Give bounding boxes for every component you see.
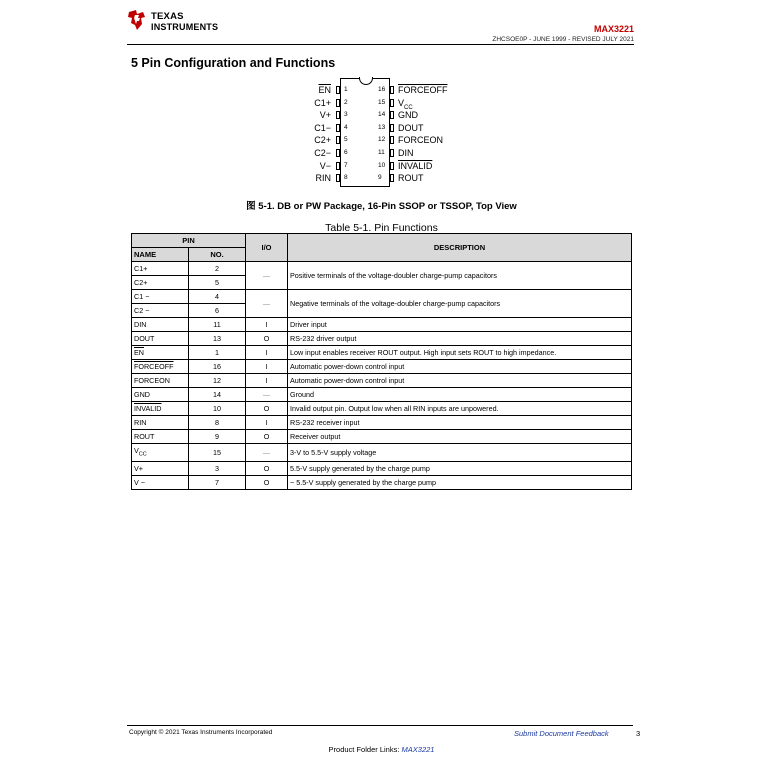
cell-description: Invalid output pin. Output low when all RIN inputs are unpowered. — [288, 402, 632, 416]
ic-package-outline — [340, 78, 390, 187]
pin-lead — [390, 162, 394, 170]
header-description: DESCRIPTION — [288, 234, 632, 262]
pin-number: 15 — [378, 98, 386, 106]
cell-no: 8 — [189, 416, 246, 430]
cell-no: 2 — [189, 262, 246, 276]
header-no: NO. — [189, 248, 246, 262]
table-row — [132, 476, 632, 490]
cell-name: V − — [132, 476, 189, 490]
cell-name: GND — [132, 388, 189, 402]
pin-label-right: INVALID — [398, 160, 433, 171]
ti-logo-icon — [127, 9, 147, 31]
pin-label-right: ROUT — [398, 173, 424, 184]
pin-number: 16 — [378, 86, 386, 93]
table-row — [132, 262, 632, 276]
pin-label-left: V+ — [319, 110, 331, 121]
cell-description: Automatic power-down control input — [288, 360, 632, 374]
pin-number: 9 — [378, 174, 382, 182]
pin-lead — [390, 174, 394, 182]
table-row — [132, 416, 632, 430]
header-io: I/O — [246, 234, 288, 262]
pin-label-left: C2− — [314, 148, 331, 158]
pin-number: 11 — [378, 149, 385, 156]
cell-name: RIN — [132, 416, 189, 430]
pin-label-left: RIN — [315, 173, 331, 184]
cell-io: I — [246, 360, 288, 374]
pin-number: 14 — [378, 111, 386, 119]
ti-logo — [127, 9, 227, 35]
cell-io: O — [246, 476, 288, 490]
table-row — [132, 462, 632, 476]
cell-io: — — [246, 388, 288, 402]
logo-line2: INSTRUMENTS — [151, 22, 219, 32]
pin-number: 13 — [378, 123, 386, 131]
cell-io: I — [246, 374, 288, 388]
cell-name: $\overline{EN}$ — [132, 346, 189, 360]
cell-description: Ground — [288, 388, 632, 402]
cell-name: C1 − — [132, 290, 189, 304]
pin-number: 12 — [378, 136, 386, 144]
cell-no: 12 — [189, 374, 246, 388]
pin1-notch — [359, 77, 373, 85]
pin-label-left: $\overline{EN}$ — [318, 85, 331, 95]
cell-no: 14 — [189, 388, 246, 402]
footer-divider — [127, 725, 633, 726]
table-row — [132, 430, 632, 444]
header-name: NAME — [132, 248, 189, 262]
pin-lead — [336, 149, 340, 157]
pin-label-left: C1+ — [314, 97, 331, 108]
pin-lead — [390, 149, 394, 157]
cell-no: 9 — [189, 430, 246, 444]
table-row — [132, 318, 632, 332]
cell-name: DOUT — [132, 332, 189, 346]
cell-no: 6 — [189, 304, 246, 318]
cell-io: O — [246, 430, 288, 444]
product-folder-links — [0, 745, 763, 754]
cell-no: 11 — [189, 318, 246, 332]
pin-label-right: FORCEON — [398, 135, 443, 146]
pin-label-right: DOUT — [398, 122, 424, 133]
cell-description: RS-232 driver output — [288, 332, 632, 346]
logo-line1: TEXAS — [151, 11, 184, 22]
pin-lead — [336, 111, 340, 119]
cell-no: 1 — [189, 346, 246, 360]
cell-name: C2 − — [132, 304, 189, 318]
cell-io: — — [246, 444, 288, 462]
cell-description: 5.5-V supply generated by the charge pump — [288, 462, 632, 476]
pin-lead — [336, 136, 340, 144]
cell-description: Positive terminals of the voltage-doubler charge-pump capacitors — [288, 262, 632, 290]
cell-name: C1+ — [132, 262, 189, 276]
pin-number: 1 — [344, 86, 348, 93]
pin-lead — [336, 86, 340, 94]
cell-name: INVALID — [132, 402, 189, 416]
cell-name: V+ — [132, 462, 189, 476]
pin-number: 8 — [344, 174, 348, 182]
cell-description: 3-V to 5.5-V supply voltage — [288, 444, 632, 462]
cell-name: FORCEON — [132, 374, 189, 388]
pin-label-right: GND — [398, 110, 418, 121]
pin-label-right: FORCEOFF — [398, 85, 448, 95]
pin-number: 3 — [344, 111, 348, 119]
cell-name: $V_{CC}$ — [132, 444, 189, 462]
pin-label-left: V− — [319, 160, 331, 171]
pin-number: 6 — [344, 149, 348, 156]
table-row — [132, 444, 632, 462]
pin-lead — [336, 174, 340, 182]
cell-description: Receiver output — [288, 430, 632, 444]
cell-name: DIN — [132, 318, 189, 332]
cell-io: O — [246, 332, 288, 346]
pin-number: 2 — [344, 98, 348, 106]
cell-name: C2+ — [132, 276, 189, 290]
copyright: Copyright © 2021 Texas Instruments Incorporated — [129, 729, 273, 736]
page-number: 3 — [636, 729, 641, 738]
cell-io: O — [246, 462, 288, 476]
section-title: 5 Pin Configuration and Functions — [131, 56, 336, 70]
pin-lead — [390, 124, 394, 132]
table-row — [132, 290, 632, 304]
pin-lead — [390, 99, 394, 107]
pin-label-left: C2+ — [314, 135, 331, 146]
pin-label-right: $V_{CC}$ — [398, 97, 413, 111]
header-pin: PIN — [132, 234, 246, 248]
pin-lead — [336, 124, 340, 132]
cell-name: ROUT — [132, 430, 189, 444]
pin-number: 10 — [378, 161, 386, 169]
table-title-text: Table 5-1. Pin Functions — [321, 222, 442, 236]
cell-no: 4 — [189, 290, 246, 304]
table-row — [132, 346, 632, 360]
product-folder-link[interactable]: MAX3221 — [401, 745, 435, 754]
cell-description: Automatic power-down control input — [288, 374, 632, 388]
cell-no: 13 — [189, 332, 246, 346]
pin-lead — [336, 99, 340, 107]
pin-label-right: DIN — [398, 148, 414, 158]
cell-io: I — [246, 318, 288, 332]
cell-io: O — [246, 402, 288, 416]
cell-no: 5 — [189, 276, 246, 290]
submit-feedback-link[interactable]: Submit Document Feedback — [514, 729, 609, 738]
cell-description: Negative terminals of the voltage-doubler charge-pump capacitors — [288, 290, 632, 318]
pin-lead — [390, 111, 394, 119]
pin-lead — [390, 136, 394, 144]
table-row — [132, 360, 632, 374]
pin-number: 4 — [344, 123, 348, 131]
cell-no: 16 — [189, 360, 246, 374]
pin-number: 5 — [344, 136, 348, 144]
pin-number: 7 — [344, 161, 348, 169]
cell-description: RS-232 receiver input — [288, 416, 632, 430]
pin-functions-table — [131, 233, 632, 490]
doc-meta: ZHCSOE0P - JUNE 1999 - REVISED JULY 2021 — [492, 36, 634, 43]
header-divider — [127, 44, 634, 45]
cell-description: − 5.5-V supply generated by the charge pump — [288, 476, 632, 490]
cell-no: 15 — [189, 444, 246, 462]
cell-name: FORCEOFF — [132, 360, 189, 374]
cell-no: 10 — [189, 402, 246, 416]
cell-io: I — [246, 416, 288, 430]
table-row — [132, 402, 632, 416]
folder-label: Product Folder Links: — [328, 745, 400, 754]
cell-io: — — [246, 262, 288, 290]
cell-description: Low input enables receiver ROUT output. High input sets ROUT to high impedance. — [288, 346, 632, 360]
pin-lead — [390, 86, 394, 94]
table-row — [132, 388, 632, 402]
cell-io: I — [246, 346, 288, 360]
pin-lead — [336, 162, 340, 170]
cell-no: 3 — [189, 462, 246, 476]
part-number[interactable]: MAX3221 — [593, 24, 634, 34]
table-row — [132, 374, 632, 388]
pin-label-left: C1− — [314, 122, 331, 133]
table-row — [132, 332, 632, 346]
cell-no: 7 — [189, 476, 246, 490]
cell-description: Driver input — [288, 318, 632, 332]
cell-io: — — [246, 290, 288, 318]
figure-caption: 图 5-1. DB or PW Package, 16-Pin SSOP or TSSOP, Top View — [246, 201, 517, 212]
